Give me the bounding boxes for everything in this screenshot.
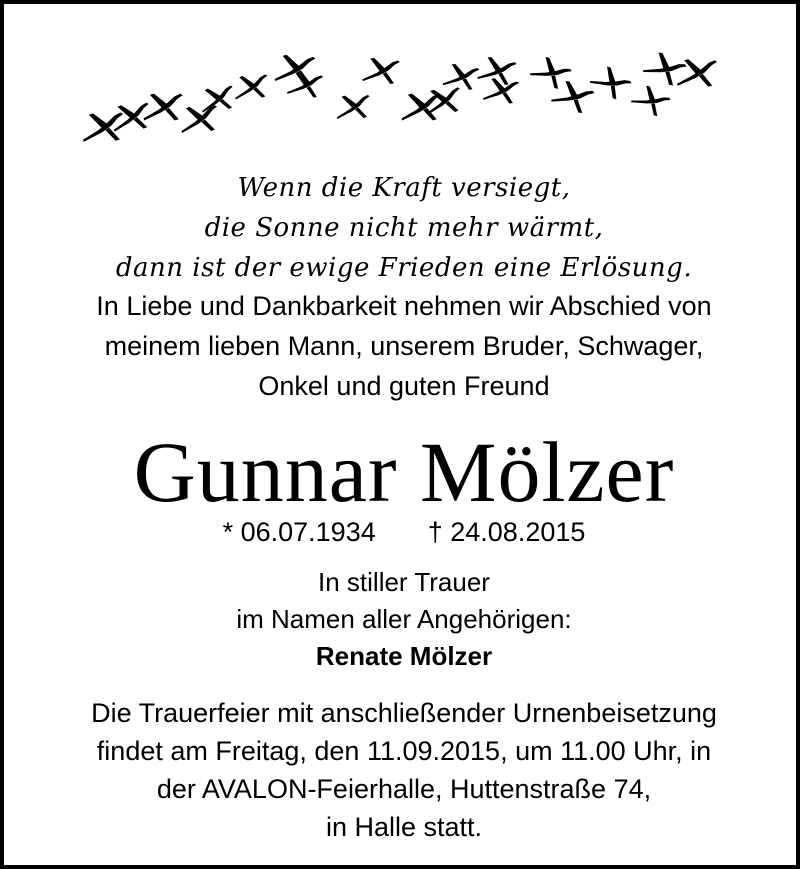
flying-cranes-icon bbox=[4, 34, 800, 164]
verse-line: die Sonne nicht mehr wärmt, bbox=[204, 213, 604, 243]
birth-date: * 06.07.1934 bbox=[222, 517, 376, 547]
service-line: der AVALON-Feierhalle, Huttenstraße 74, bbox=[156, 774, 652, 804]
verse-line: Wenn die Kraft versiegt, bbox=[237, 173, 571, 203]
death-date: † 24.08.2015 bbox=[427, 517, 586, 547]
service-info bbox=[4, 694, 800, 846]
intro-line: In Liebe und Dankbarkeit nehmen wir Abschied von bbox=[96, 291, 712, 321]
service-line: Die Trauerfeier mit anschließender Urnenbeisetzung bbox=[91, 698, 717, 728]
life-dates bbox=[4, 514, 800, 550]
verse-line: dann ist der ewige Frieden eine Erlösung. bbox=[115, 253, 693, 283]
mourning-line: im Namen aller Angehörigen: bbox=[236, 604, 572, 634]
verse bbox=[4, 168, 800, 288]
mourner-name: Renate Mölzer bbox=[315, 641, 493, 671]
mourners-block bbox=[4, 564, 800, 675]
intro-line: meinem lieben Mann, unserem Bruder, Schwager, bbox=[104, 331, 704, 361]
mourning-line: In stiller Trauer bbox=[318, 567, 490, 597]
intro-line: Onkel und guten Freund bbox=[258, 371, 550, 401]
service-line: findet am Freitag, den 11.09.2015, um 11.00 Uhr, in bbox=[96, 736, 712, 766]
deceased-name: Gunnar Mölzer bbox=[133, 424, 675, 520]
intro-text bbox=[4, 286, 800, 406]
service-line: in Halle statt. bbox=[325, 812, 483, 842]
